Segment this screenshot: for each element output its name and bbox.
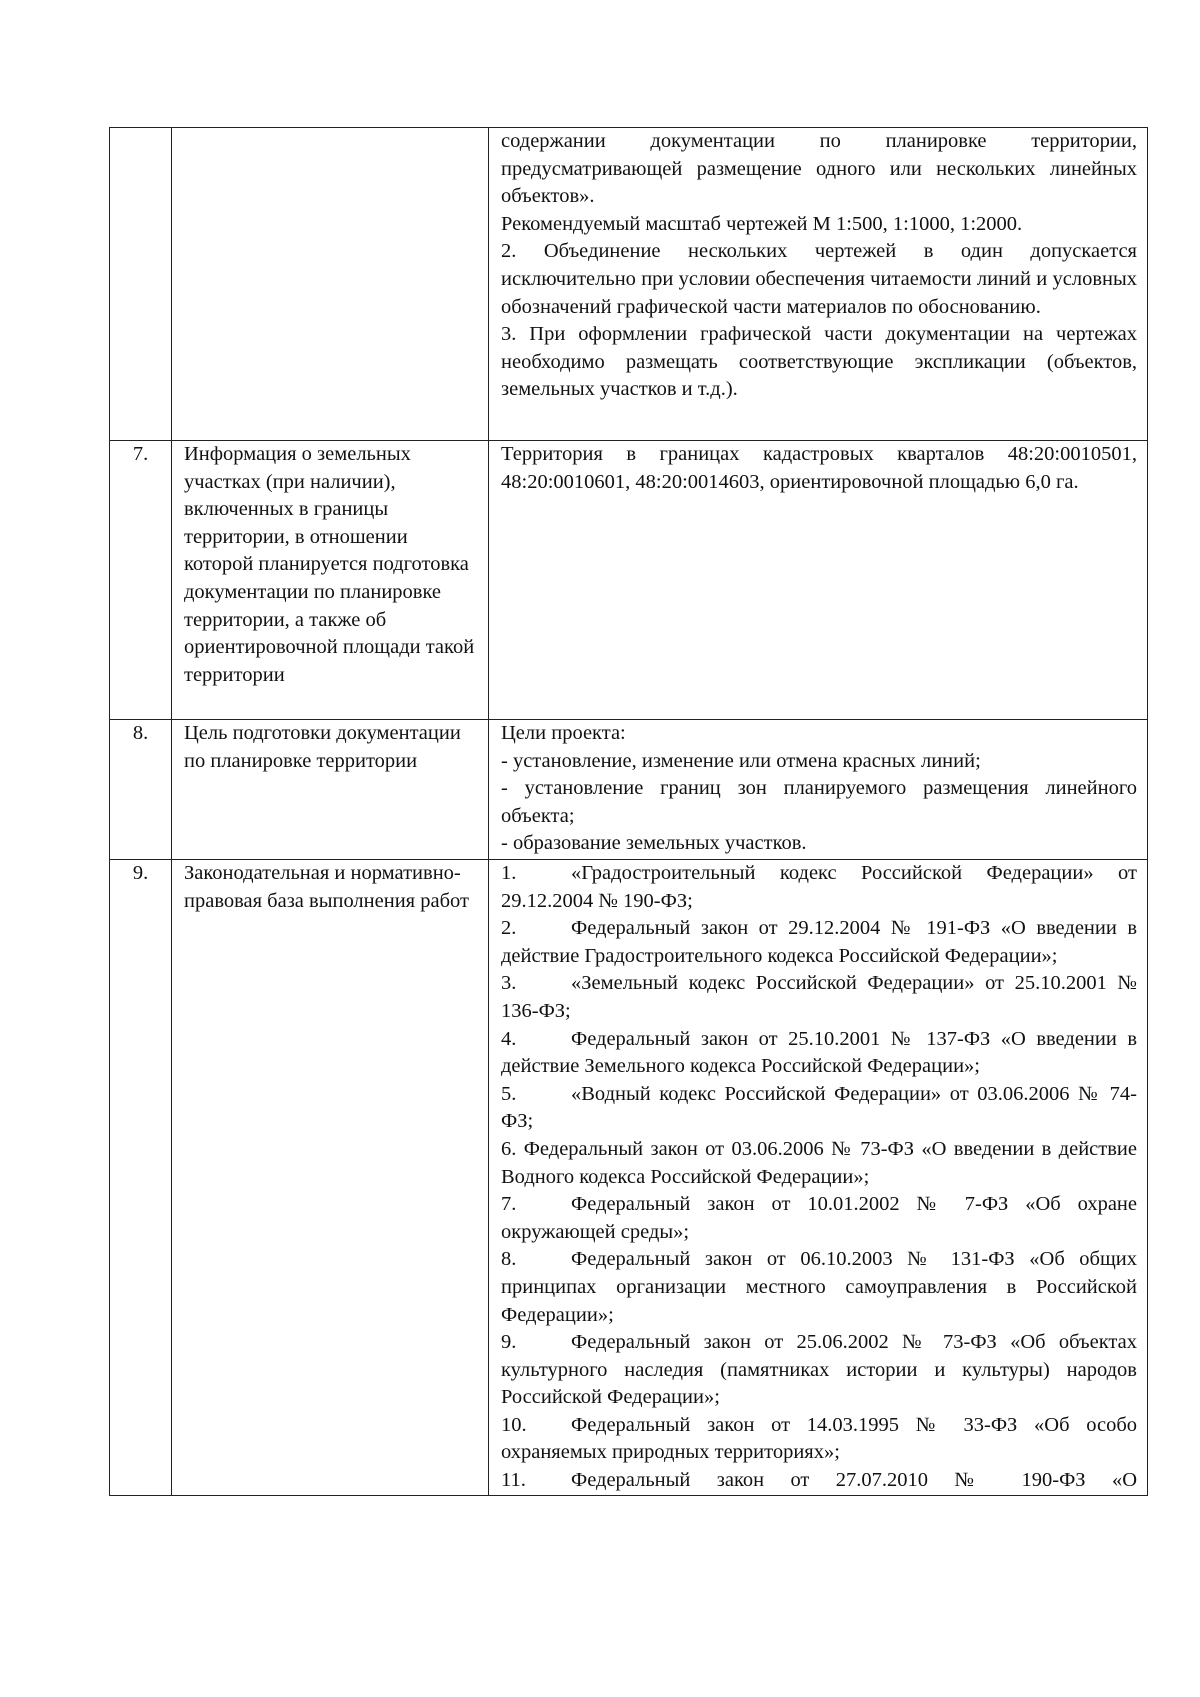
legal-act-item (501, 1191, 1137, 1246)
paragraph: - образование земельных участков. (501, 832, 807, 855)
list-number: 5. (501, 1082, 517, 1105)
legal-act-item (501, 970, 1137, 1025)
legal-act-item (501, 1081, 1137, 1136)
paragraph: 3. При оформлении графической части документации на чертежах необходимо размещать соответствующие экспликации (объектов, земельных участков и т.д.). (501, 323, 1137, 401)
row-parameter-value (489, 128, 1148, 441)
list-number: 11. (501, 1469, 526, 1492)
paragraph: - установление границ зон планируемого размещения линейного объекта; (501, 777, 1137, 827)
legal-act-text: Федеральный закон от 25.10.2001 № 137-ФЗ «О введении в действие Земельного кодекса Российской Федерации»; (501, 1027, 1137, 1078)
list-number: 10. (501, 1413, 527, 1436)
row-number: 7. (110, 441, 172, 720)
legal-act-item (501, 1026, 1137, 1081)
row-number (110, 128, 172, 441)
legal-act-text: Федеральный закон от 14.03.1995 № 33-ФЗ «Об особо охраняемых природных территориях»; (501, 1413, 1137, 1464)
legal-act-text: Федеральный закон от 06.10.2003 № 131-ФЗ «Об общих принципах организации местного самоуправления в Российской Федерации»; (501, 1248, 1137, 1326)
paragraph: 2. Объединение нескольких чертежей в один допускается исключительно при условии обеспечения читаемости линий и условных обозначений графической части материалов по обоснованию. (501, 240, 1137, 318)
legal-act-item (501, 860, 1137, 915)
row-parameter-name: Цель подготовки документации по планировке территории (172, 720, 489, 860)
table-row (110, 441, 1148, 720)
table-row (110, 860, 1148, 1496)
row-number: 8. (110, 720, 172, 860)
legal-act-text: Федеральный закон от 27.07.2010 № 190-ФЗ «О (571, 1469, 1137, 1492)
list-number: 9. (501, 1331, 517, 1354)
list-number: 8. (501, 1248, 517, 1271)
legal-act-text: Федеральный закон от 25.06.2002 № 73-ФЗ «Об объектах культурного наследия (памятниках истории и культуры) народов Российской Федерации»; (501, 1331, 1137, 1409)
row-parameter-value (489, 860, 1148, 1496)
paragraph: Цели проекта: (501, 722, 626, 744)
row-number: 9. (110, 860, 172, 1496)
legal-act-item (501, 1246, 1137, 1329)
legal-act-text: «Водный кодекс Российской Федерации» от 03.06.2006 № 74-ФЗ; (501, 1082, 1137, 1133)
legal-act-item (501, 1467, 1137, 1495)
table-row (110, 128, 1148, 441)
paragraph: содержании документации по планировке территории, предусматривающей размещение одного или нескольких линейных объектов». (501, 130, 1137, 208)
paragraph: Территория в границах кадастровых кварталов 48:20:0010501, 48:20:0010601, 48:20:0014603, ориентировочной площадью 6,0 га. (501, 443, 1137, 493)
list-number: 7. (501, 1193, 517, 1216)
legal-act-text: Федеральный закон от 29.12.2004 № 191-ФЗ «О введении в действие Градостроительного кодекса Российской Федерации»; (501, 917, 1137, 967)
legal-act-item (501, 1136, 1137, 1191)
requirements-table (109, 127, 1148, 1496)
legal-act-item (501, 1329, 1137, 1412)
paragraph: - установление, изменение или отмена красных линий; (501, 749, 981, 772)
list-number: 4. (501, 1027, 517, 1050)
legal-act-item (501, 1412, 1137, 1467)
row-parameter-name: Законодательная и нормативно-правовая база выполнения работ (172, 860, 489, 1496)
row-parameter-name (172, 128, 489, 441)
list-number: 3. (501, 972, 517, 995)
legal-act-text: «Земельный кодекс Российской Федерации» от 25.10.2001 № 136-ФЗ; (501, 972, 1137, 1022)
legal-act-item (501, 915, 1137, 970)
legal-act-text: «Градостроительный кодекс Российской Федерации» от 29.12.2004 № 190-ФЗ; (501, 862, 1137, 912)
legal-act-text: 6. Федеральный закон от 03.06.2006 № 73-ФЗ «О введении в действие Водного кодекса Российской Федерации»; (501, 1137, 1137, 1188)
row-parameter-value (489, 720, 1148, 860)
paragraph: Рекомендуемый масштаб чертежей М 1:500, 1:1000, 1:2000. (501, 212, 1023, 235)
legal-act-text: Федеральный закон от 10.01.2002 № 7-ФЗ «Об охране окружающей среды»; (501, 1193, 1137, 1243)
row-parameter-name: Информация о земельных участках (при наличии), включенных в границы территории, в отношении которой планируется подготовка документации по планировке территории, а также об ориентировочной площади такой территории (172, 441, 489, 720)
list-number: 1. (501, 862, 517, 884)
row-parameter-value (489, 441, 1148, 720)
table-row (110, 720, 1148, 860)
list-number: 2. (501, 917, 517, 940)
